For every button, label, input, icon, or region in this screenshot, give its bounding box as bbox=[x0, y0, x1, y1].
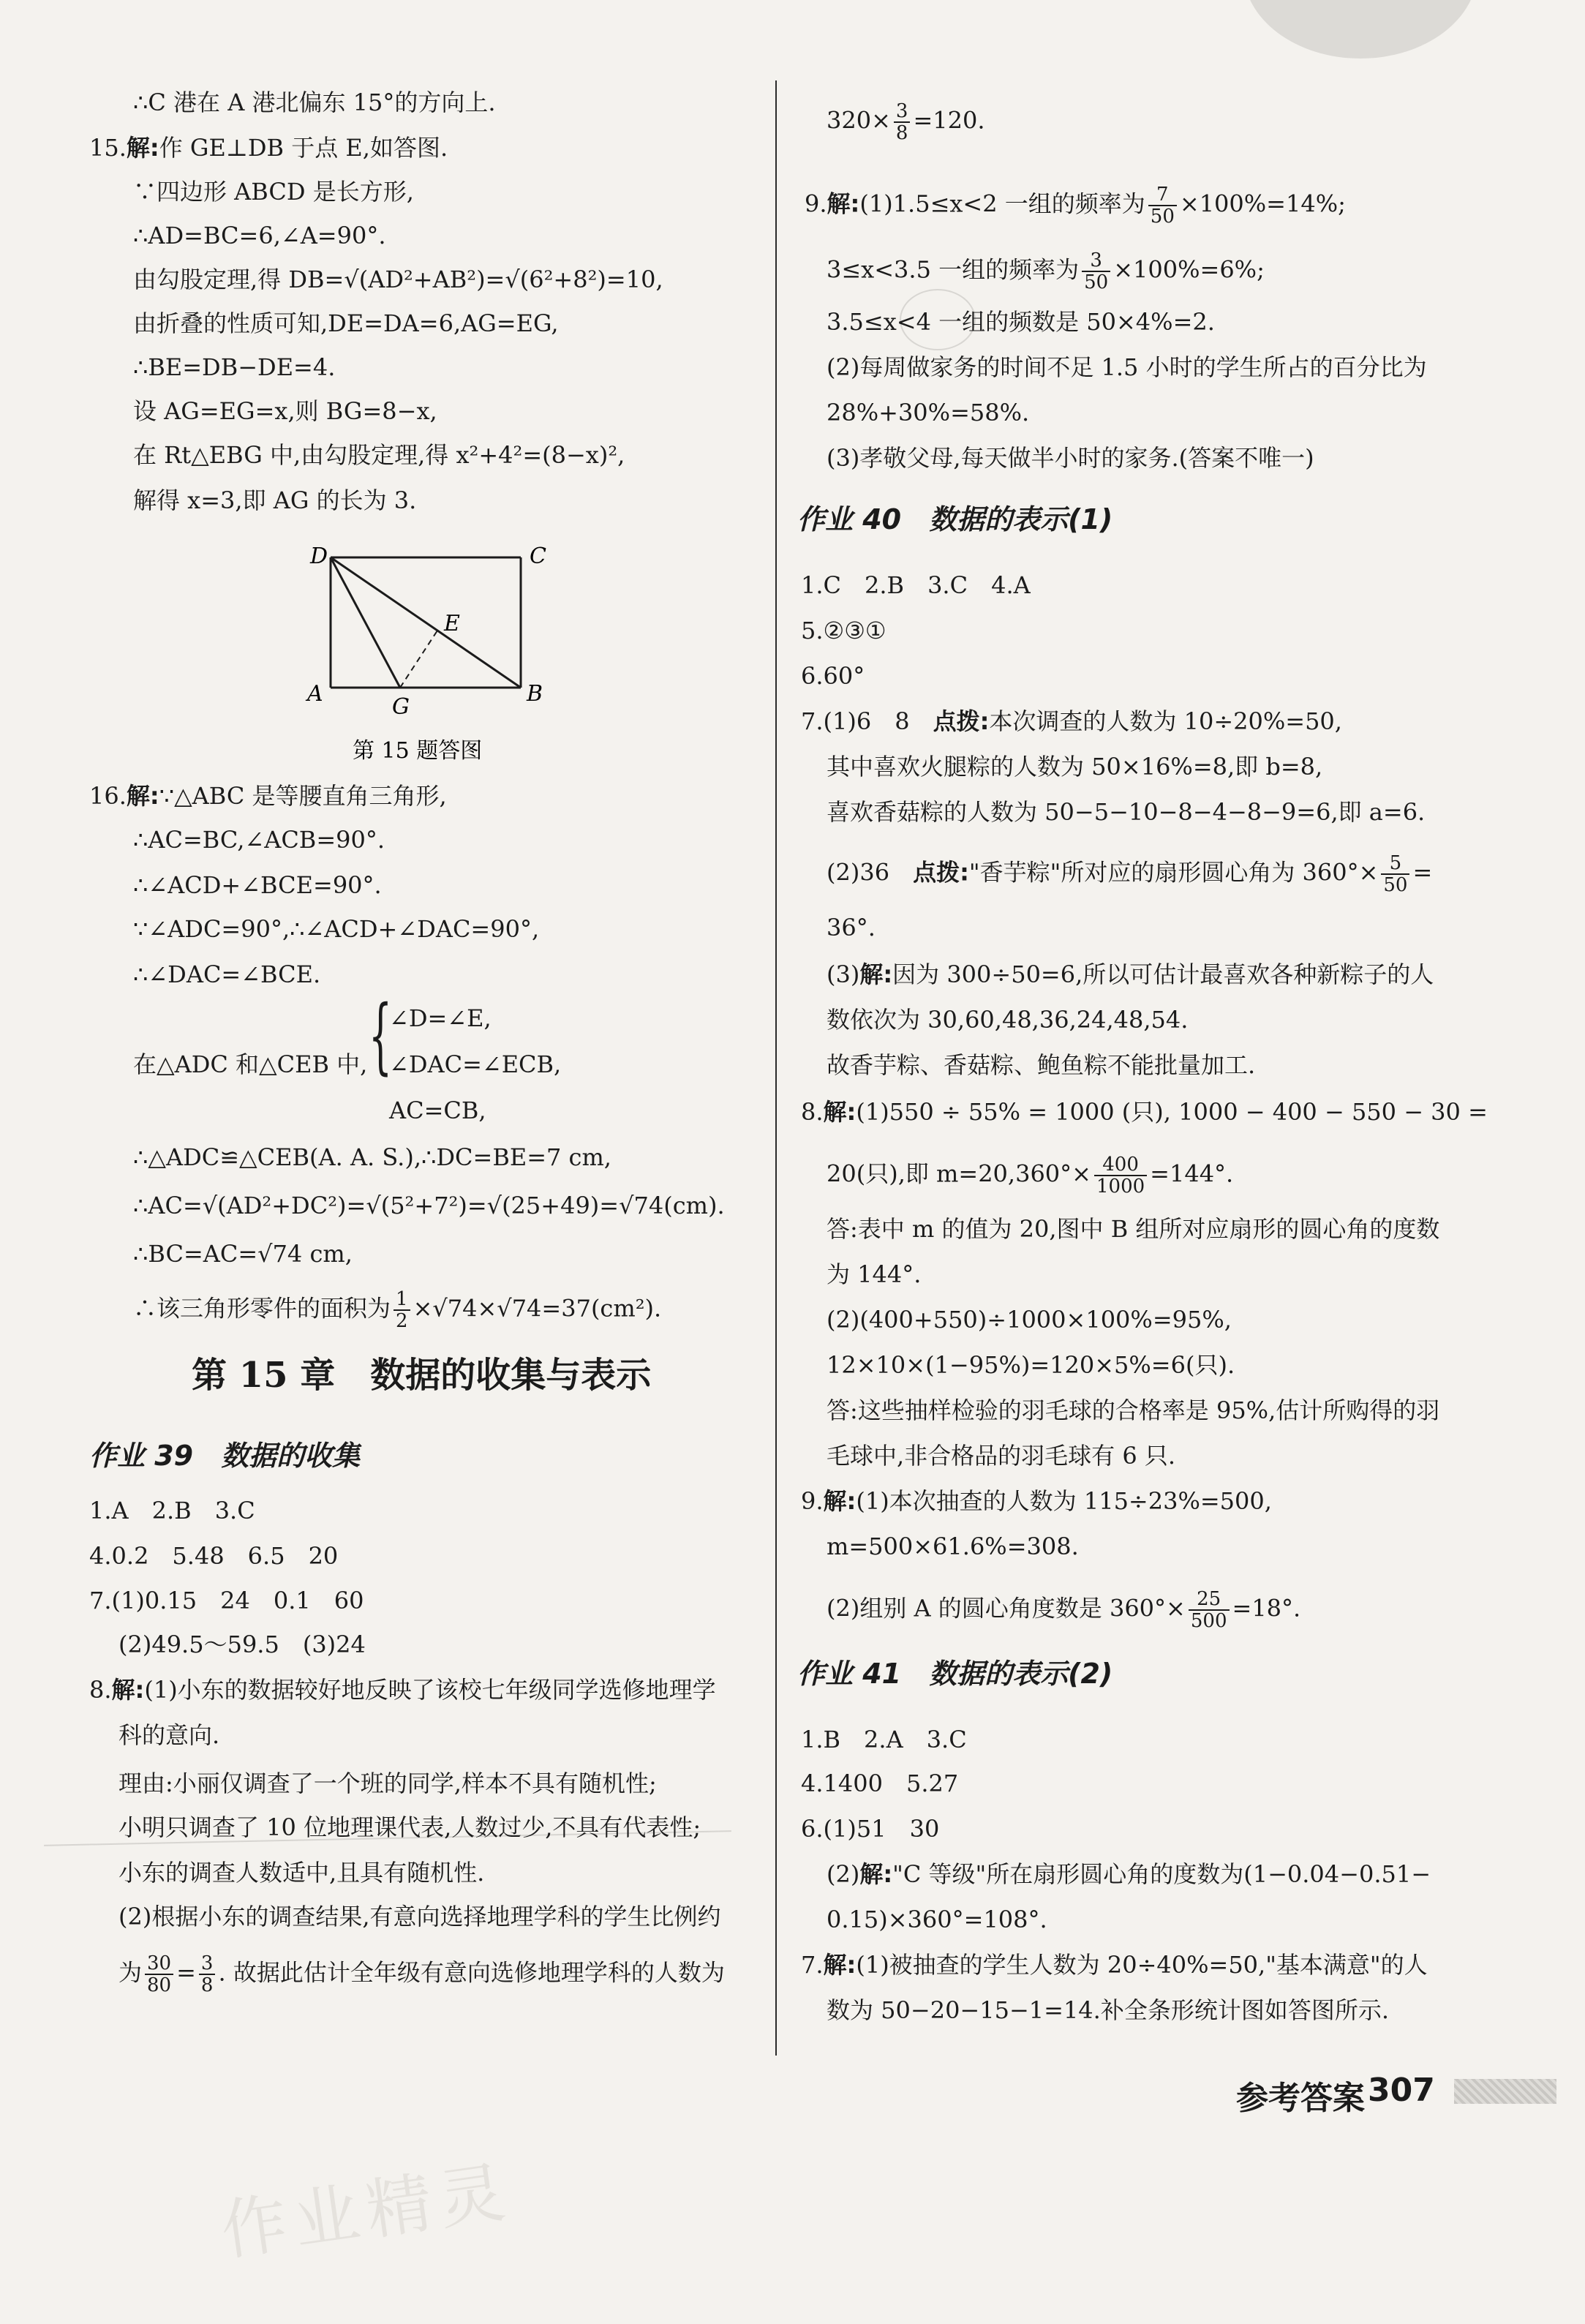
text-line: 0.15)×360°=108°. bbox=[827, 1906, 1047, 1933]
numerator: 7 bbox=[1156, 184, 1169, 206]
text: =120. bbox=[913, 106, 985, 135]
text-line: 在△ADC 和△CEB 中, bbox=[133, 1050, 368, 1078]
question-number: 15. bbox=[89, 134, 127, 162]
text: ×100%=14%; bbox=[1179, 189, 1346, 218]
brace-symbol: { bbox=[369, 988, 393, 1083]
text: (3) bbox=[827, 960, 860, 988]
answer-line: 4.0.2 5.48 6.5 20 bbox=[89, 1542, 339, 1570]
text-line: 答:这些抽样检验的羽毛球的合格率是 95%,估计所购得的羽 bbox=[827, 1396, 1440, 1424]
text-line: 喜欢香菇粽的人数为 50−5−10−8−4−8−9=6,即 a=6. bbox=[827, 798, 1426, 826]
text-line: 理由:小丽仅调查了一个班的同学,样本不具有随机性; bbox=[118, 1770, 657, 1797]
section-heading: 作业 39 数据的收集 bbox=[89, 1440, 361, 1472]
text-line bbox=[133, 1289, 661, 1331]
text: (2) bbox=[827, 1860, 860, 1888]
text-line: ∴∠ACD+∠BCE=90°. bbox=[133, 871, 382, 899]
question-8-line bbox=[89, 1675, 716, 1704]
solution-label: 解: bbox=[859, 960, 893, 988]
denominator: 50 bbox=[1082, 271, 1110, 293]
figure-label-E: E bbox=[444, 611, 460, 636]
numerator: 3 bbox=[895, 100, 908, 122]
page-number: 307 bbox=[1368, 2072, 1435, 2109]
section-heading: 作业 41 数据的表示(2) bbox=[797, 1658, 1113, 1690]
solution-label: 解: bbox=[827, 189, 860, 218]
answer-line: (2)49.5～59.5 (3)24 bbox=[118, 1631, 366, 1658]
question-7-line bbox=[801, 707, 1342, 736]
text: (2)36 bbox=[827, 858, 890, 887]
text: "C 等级"所在扇形圆心角的度数为(1−0.04−0.51− bbox=[892, 1860, 1431, 1888]
figure-line bbox=[331, 557, 521, 688]
tip-label: 点拨: bbox=[933, 707, 990, 735]
text-line: (2)根据小东的调查结果,有意向选择地理学科的学生比例约 bbox=[118, 1903, 721, 1930]
numerator: 400 bbox=[1102, 1154, 1139, 1176]
question-number: 16. bbox=[89, 782, 127, 810]
text-line: 数为 50−20−15−1=14.补全条形统计图如答图所示. bbox=[827, 1996, 1390, 2024]
text: (2)组别 A 的圆心角度数是 360°× bbox=[827, 1594, 1186, 1622]
text-line bbox=[827, 1859, 1431, 1889]
fraction bbox=[1094, 1154, 1147, 1197]
text-line: ∴BE=DB−DE=4. bbox=[133, 353, 336, 381]
text-line: (2)(400+550)÷1000×100%=95%, bbox=[827, 1306, 1232, 1334]
answer-line: 4.1400 5.27 bbox=[801, 1770, 959, 1797]
text: (1)被抽查的学生人数为 20÷40%=50,"基本满意"的人 bbox=[856, 1951, 1428, 1979]
fraction bbox=[394, 1289, 410, 1331]
denominator: 2 bbox=[394, 1309, 410, 1331]
text: "香芋粽"所对应的扇形圆心角为 360°× bbox=[968, 858, 1379, 887]
text-line: 其中喜欢火腿粽的人数为 50×16%=8,即 b=8, bbox=[827, 753, 1323, 781]
denominator: 50 bbox=[1381, 873, 1409, 895]
fraction bbox=[1082, 250, 1110, 293]
text: (1)1.5≤x<2 一组的频率为 bbox=[859, 189, 1145, 218]
text-line: 数依次为 30,60,48,36,24,48,54. bbox=[827, 1006, 1189, 1034]
denominator: 1000 bbox=[1094, 1175, 1147, 1197]
question-8-line bbox=[801, 1097, 1488, 1127]
figure-line bbox=[331, 557, 400, 688]
figure-dashed-line bbox=[400, 631, 437, 688]
numerator: 3 bbox=[200, 1952, 214, 1974]
answer-line: 6.60° bbox=[801, 662, 865, 690]
fraction bbox=[1381, 853, 1409, 895]
solution-label: 解: bbox=[823, 1951, 856, 1979]
text: 3≤x<3.5 一组的频率为 bbox=[827, 255, 1080, 284]
answer-line: 1.A 2.B 3.C bbox=[89, 1497, 255, 1524]
question-number: 9. bbox=[805, 189, 827, 218]
text-line: 由折叠的性质可知,DE=DA=6,AG=EG, bbox=[133, 309, 559, 337]
question-number: 8. bbox=[89, 1676, 112, 1704]
text-line bbox=[827, 1154, 1233, 1197]
text-line: (3)孝敬父母,每天做半小时的家务.(答案不唯一) bbox=[827, 444, 1314, 472]
question-number: 8. bbox=[801, 1098, 824, 1126]
text: = bbox=[1412, 858, 1433, 887]
answer-line: 1.B 2.A 3.C bbox=[801, 1726, 967, 1753]
denominator: 80 bbox=[145, 1974, 173, 1996]
figure-15 bbox=[294, 541, 601, 790]
question-9-line bbox=[801, 1486, 1272, 1516]
question-number: 7. bbox=[801, 1951, 824, 1979]
question-7-line bbox=[801, 1950, 1428, 1979]
text: 320× bbox=[827, 106, 891, 135]
text: ×√74×√74=37(cm²). bbox=[413, 1294, 662, 1323]
figure-label-B: B bbox=[527, 681, 543, 707]
text-line: ∵∠ADC=90°,∴∠ACD+∠DAC=90°, bbox=[133, 915, 540, 943]
section-heading: 作业 40 数据的表示(1) bbox=[797, 503, 1113, 535]
figure-label-D: D bbox=[310, 544, 328, 569]
answer-line: 7.(1)0.15 24 0.1 60 bbox=[89, 1587, 364, 1614]
text-line: 28%+30%=58%. bbox=[827, 399, 1030, 426]
chapter-title: 第 15 章 数据的收集与表示 bbox=[192, 1355, 652, 1396]
text: 因为 300÷50=6,所以可估计最喜欢各种新粽子的人 bbox=[892, 960, 1434, 988]
text-line: 36°. bbox=[827, 914, 876, 941]
text: . 故据此估计全年级有意向选修地理学科的人数为 bbox=[218, 1958, 725, 1987]
text-line: ∴AC=BC,∠ACB=90°. bbox=[133, 826, 385, 854]
text-line: ∵四边形 ABCD 是长方形, bbox=[133, 178, 414, 206]
text-line: m=500×61.6%=308. bbox=[827, 1533, 1079, 1560]
text-line: 答:表中 m 的值为 20,图中 B 组所对应扇形的圆心角的度数 bbox=[827, 1215, 1440, 1243]
text-line: 解得 x=3,即 AG 的长为 3. bbox=[133, 486, 417, 514]
text: (1)本次抽查的人数为 115÷23%=500, bbox=[856, 1487, 1272, 1515]
numerator: 1 bbox=[396, 1288, 408, 1310]
numerator: 30 bbox=[147, 1952, 172, 1974]
figure-caption: 第 15 题答图 bbox=[353, 738, 483, 764]
footer-decoration bbox=[1454, 2079, 1556, 2104]
figure-label-G: G bbox=[392, 694, 410, 720]
text-line: ∴∠DAC=∠BCE. bbox=[133, 960, 321, 988]
text-line: 为 144°. bbox=[827, 1260, 922, 1288]
tip-label: 点拨: bbox=[913, 858, 969, 887]
numerator: 25 bbox=[1197, 1588, 1221, 1610]
solution-label: 解: bbox=[859, 1860, 893, 1888]
text: =18°. bbox=[1232, 1594, 1301, 1622]
denominator: 8 bbox=[894, 121, 911, 143]
text-line: 12×10×(1−95%)=120×5%=6(只). bbox=[827, 1351, 1235, 1379]
text: (1)550 ÷ 55% = 1000 (只), 1000 − 400 − 550 − 30 = bbox=[856, 1098, 1488, 1126]
text: 本次调查的人数为 10÷20%=50, bbox=[989, 707, 1342, 735]
text-line: 小东的调查人数适中,且具有随机性. bbox=[118, 1859, 485, 1887]
denominator: 500 bbox=[1189, 1609, 1230, 1631]
solution-label: 解: bbox=[111, 1676, 145, 1704]
column-divider bbox=[775, 80, 777, 2056]
text-line bbox=[827, 250, 1265, 293]
brace-line: AC=CB, bbox=[389, 1097, 486, 1124]
text: ∵△ABC 是等腰直角三角形, bbox=[159, 782, 447, 810]
fraction bbox=[145, 1953, 173, 1996]
text: ∴该三角形零件的面积为 bbox=[133, 1294, 391, 1323]
watermark-graphic: 作业精灵 bbox=[216, 2153, 517, 2271]
text: =144°. bbox=[1150, 1159, 1234, 1188]
solution-label: 解: bbox=[823, 1098, 856, 1126]
denominator: 8 bbox=[199, 1974, 216, 1996]
text-line: 3.5≤x<4 一组的频数是 50×4%=2. bbox=[827, 308, 1215, 336]
text-line: 故香芋粽、香菇粽、鲍鱼粽不能批量加工. bbox=[827, 1051, 1256, 1079]
text-line bbox=[827, 101, 985, 143]
text: 为 bbox=[118, 1958, 143, 1987]
text-line: 设 AG=EG=x,则 BG=8−x, bbox=[133, 397, 437, 425]
text-line: 科的意向. bbox=[118, 1721, 220, 1749]
solution-label: 解: bbox=[823, 1487, 856, 1515]
text: (1)小东的数据较好地反映了该校七年级同学选修地理学 bbox=[144, 1676, 716, 1704]
text-line bbox=[827, 960, 1434, 989]
numerator: 5 bbox=[1389, 852, 1402, 874]
numerator: 3 bbox=[1090, 249, 1102, 271]
question-15-line bbox=[89, 133, 448, 162]
text-line: ∴BC=AC=√74 cm, bbox=[133, 1240, 353, 1268]
text-line: 在 Rt△EBG 中,由勾股定理,得 x²+4²=(8−x)², bbox=[133, 441, 625, 469]
text: 作 GE⊥DB 于点 E,如答图. bbox=[159, 134, 448, 162]
solution-label: 解: bbox=[126, 134, 159, 162]
question-number: 9. bbox=[801, 1487, 824, 1515]
solution-label: 解: bbox=[126, 782, 159, 810]
text-line bbox=[118, 1953, 725, 1996]
fraction bbox=[894, 101, 911, 143]
answer-line: 5.②③① bbox=[801, 617, 886, 644]
answer-line: 1.C 2.B 3.C 4.A bbox=[801, 571, 1031, 599]
fraction bbox=[1189, 1589, 1230, 1631]
text-line bbox=[827, 853, 1432, 895]
text-line: ∴AC=√(AD²+DC²)=√(5²+7²)=√(25+49)=√74(cm). bbox=[133, 1192, 725, 1219]
brace-line: ∠DAC=∠ECB, bbox=[389, 1050, 562, 1078]
brace-line: ∠D=∠E, bbox=[389, 1004, 492, 1032]
text: 20(只),即 m=20,360°× bbox=[827, 1159, 1091, 1188]
text: 7.(1)6 8 bbox=[801, 707, 910, 735]
question-9-line bbox=[805, 184, 1346, 227]
fraction bbox=[1148, 184, 1177, 227]
text-line: (2)每周做家务的时间不足 1.5 小时的学生所占的百分比为 bbox=[827, 353, 1427, 381]
footer-label: 参考答案 bbox=[1236, 2080, 1365, 2117]
text-line: 由勾股定理,得 DB=√(AD²+AB²)=√(6²+8²)=10, bbox=[133, 266, 663, 293]
fraction bbox=[199, 1953, 216, 1996]
text-line: ∴C 港在 A 港北偏东 15°的方向上. bbox=[133, 89, 496, 116]
question-16-line bbox=[89, 781, 447, 811]
text-line: ∴AD=BC=6,∠A=90°. bbox=[133, 222, 386, 249]
figure-label-C: C bbox=[530, 544, 546, 569]
denominator: 50 bbox=[1148, 205, 1177, 227]
text: = bbox=[176, 1958, 196, 1987]
text-line bbox=[827, 1589, 1300, 1631]
answer-line: 6.(1)51 30 bbox=[801, 1815, 940, 1843]
figure-label-A: A bbox=[307, 681, 323, 707]
text-line: 毛球中,非合格品的羽毛球有 6 只. bbox=[827, 1442, 1176, 1470]
text-line: ∴△ADC≌△CEB(A. A. S.),∴DC=BE=7 cm, bbox=[133, 1143, 611, 1171]
text-line: 小明只调查了 10 位地理课代表,人数过少,不具有代表性; bbox=[118, 1813, 701, 1841]
text: ×100%=6%; bbox=[1113, 255, 1265, 284]
corner-decoration bbox=[1243, 0, 1477, 59]
